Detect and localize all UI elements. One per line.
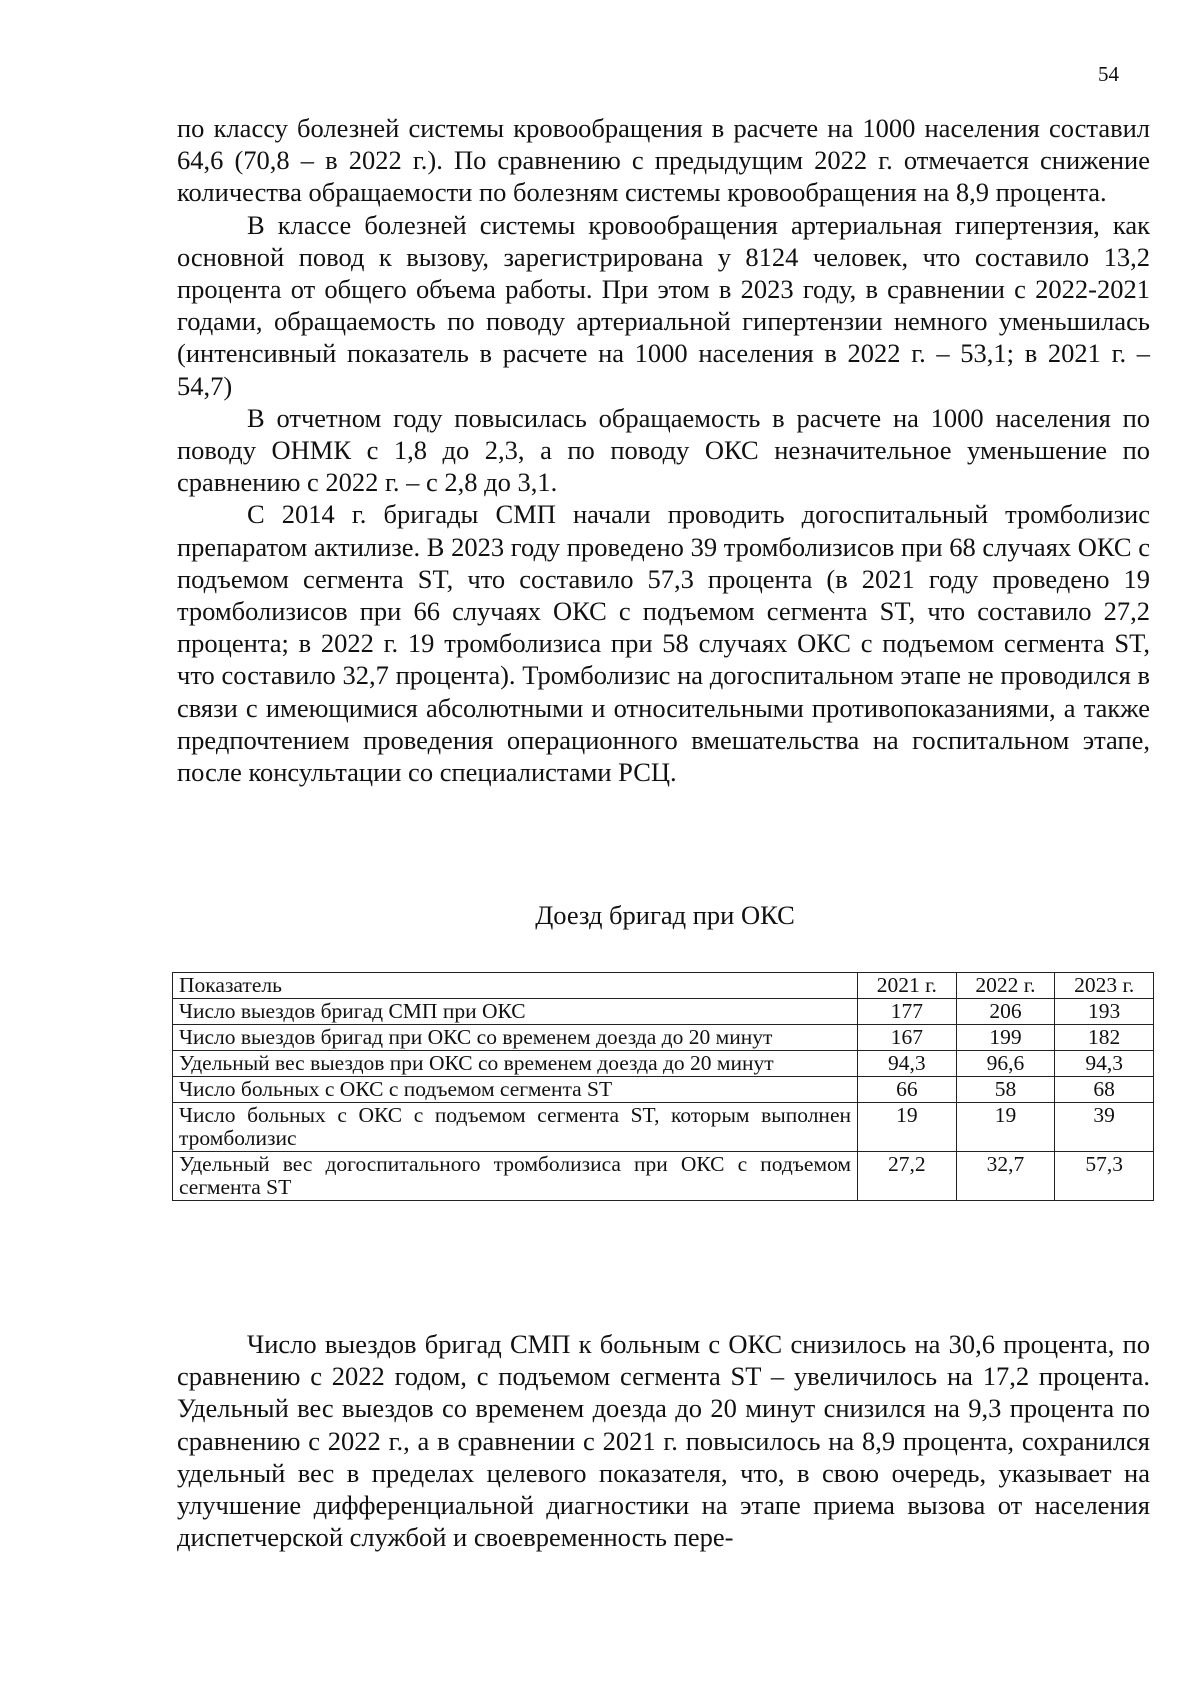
paragraph: по классу болезней системы кровообращения в расчете на 1000 населения составил 64,6 (70,8 – в 2022 г.). По сравнению с предыдущим 2022 г. отмечается снижение количества обращаемости по болезням системы кровообращения на 8,9 процента. xyxy=(177,113,1150,208)
cell-2023: 57,3 xyxy=(1055,1152,1154,1201)
table-row xyxy=(173,1025,1154,1051)
column-header-2023: 2023 г. xyxy=(1055,973,1154,999)
row-label: Удельный вес догоспитального тромболизиса при ОКС с подъемом сегмента ST xyxy=(173,1152,858,1201)
paragraph: Число выездов бригад СМП к больным с ОКС снизилось на 30,6 процента, по сравнению с 2022 годом, с подъемом сегмента ST – увеличилось на 17,2 процента. Удельный вес выездов со временем доезда до 20 минут снизился на 9,3 процента по сравнению с 2022 г., а в сравнении с 2021 г. повысилось на 8,9 процента, сохранился удельный вес в пределах целевого показателя, что, в свою очередь, указывает на улучшение дифференциальной диагностики на этапе приема вызова от населения диспетчерской службой и своевременность пере- xyxy=(177,1329,1150,1553)
page-number: 54 xyxy=(1098,62,1119,86)
paragraph: В классе болезней системы кровообращения артериальная гипертензия, как основной повод к вызову, зарегистрирована у 8124 человек, что составило 13,2 процента от общего объема работы. При этом в 2023 году, в сравнении с 2022-2021 годами, обращаемость по поводу артериальной гипертензии немного уменьшилась (интенсивный показатель в расчете на 1000 населения в 2022 г. – 53,1; в 2021 г. – 54,7) xyxy=(177,209,1150,401)
row-label: Число выездов бригад при ОКС со временем доезда до 20 минут xyxy=(173,1025,858,1051)
cell-2022: 199 xyxy=(956,1025,1055,1051)
table-title: Доезд бригад при ОКС xyxy=(535,900,795,930)
row-label: Число больных с ОКС с подъемом сегмента ST, которым выполнен тромболизис xyxy=(173,1103,858,1152)
cell-2023: 193 xyxy=(1055,999,1154,1025)
paragraph: С 2014 г. бригады СМП начали проводить догоспитальный тромболизис препаратом актилизе. В 2023 году проведено 39 тромболизисов при 68 случаях ОКС с подъемом сегмента ST, что составило 57,3 процента (в 2021 году проведено 19 тромболизисов при 66 случаях ОКС с подъемом сегмента ST, что составило 27,2 процента; в 2022 г. 19 тромболизиса при 58 случаях ОКС с подъемом сегмента ST, что составило 32,7 процента). Тромболизис на догоспитальном этапе не проводился в связи с имеющимися абсолютными и относительными противопоказаниями, а также предпочтением проведения операционного вмешательства на госпитальном этапе, после консультации со специалистами РСЦ. xyxy=(177,499,1150,788)
table-row xyxy=(173,1051,1154,1077)
cell-2023: 94,3 xyxy=(1055,1051,1154,1077)
body-text-top xyxy=(177,112,1150,788)
cell-2021: 167 xyxy=(858,1025,957,1051)
cell-2022: 206 xyxy=(956,999,1055,1025)
cell-2023: 68 xyxy=(1055,1077,1154,1103)
cell-2022: 19 xyxy=(956,1103,1055,1152)
cell-2023: 182 xyxy=(1055,1025,1154,1051)
cell-2023: 39 xyxy=(1055,1103,1154,1152)
cell-2022: 32,7 xyxy=(956,1152,1055,1201)
table-header-row xyxy=(173,973,1154,999)
paragraph: В отчетном году повысилась обращаемость в расчете на 1000 населения по поводу ОНМК с 1,8 до 2,3, а по поводу ОКС незначительное уменьшение по сравнению с 2022 г. – с 2,8 до 3,1. xyxy=(177,402,1150,498)
cell-2021: 66 xyxy=(858,1077,957,1103)
row-label: Число больных с ОКС с подъемом сегмента ST xyxy=(173,1077,858,1103)
cell-2021: 177 xyxy=(858,999,957,1025)
cell-2022: 96,6 xyxy=(956,1051,1055,1077)
table-row xyxy=(173,1152,1154,1201)
table-row xyxy=(173,999,1154,1025)
row-label: Число выездов бригад СМП при ОКС xyxy=(173,999,858,1025)
okc-arrival-table xyxy=(172,972,1154,1201)
table-row xyxy=(173,1103,1154,1152)
body-text-bottom xyxy=(177,1328,1150,1553)
column-header-2022: 2022 г. xyxy=(956,973,1055,999)
column-header-indicator: Показатель xyxy=(173,973,858,999)
row-label: Удельный вес выездов при ОКС со временем доезда до 20 минут xyxy=(173,1051,858,1077)
cell-2022: 58 xyxy=(956,1077,1055,1103)
cell-2021: 27,2 xyxy=(858,1152,957,1201)
column-header-2021: 2021 г. xyxy=(858,973,957,999)
cell-2021: 94,3 xyxy=(858,1051,957,1077)
table-row xyxy=(173,1077,1154,1103)
cell-2021: 19 xyxy=(858,1103,957,1152)
